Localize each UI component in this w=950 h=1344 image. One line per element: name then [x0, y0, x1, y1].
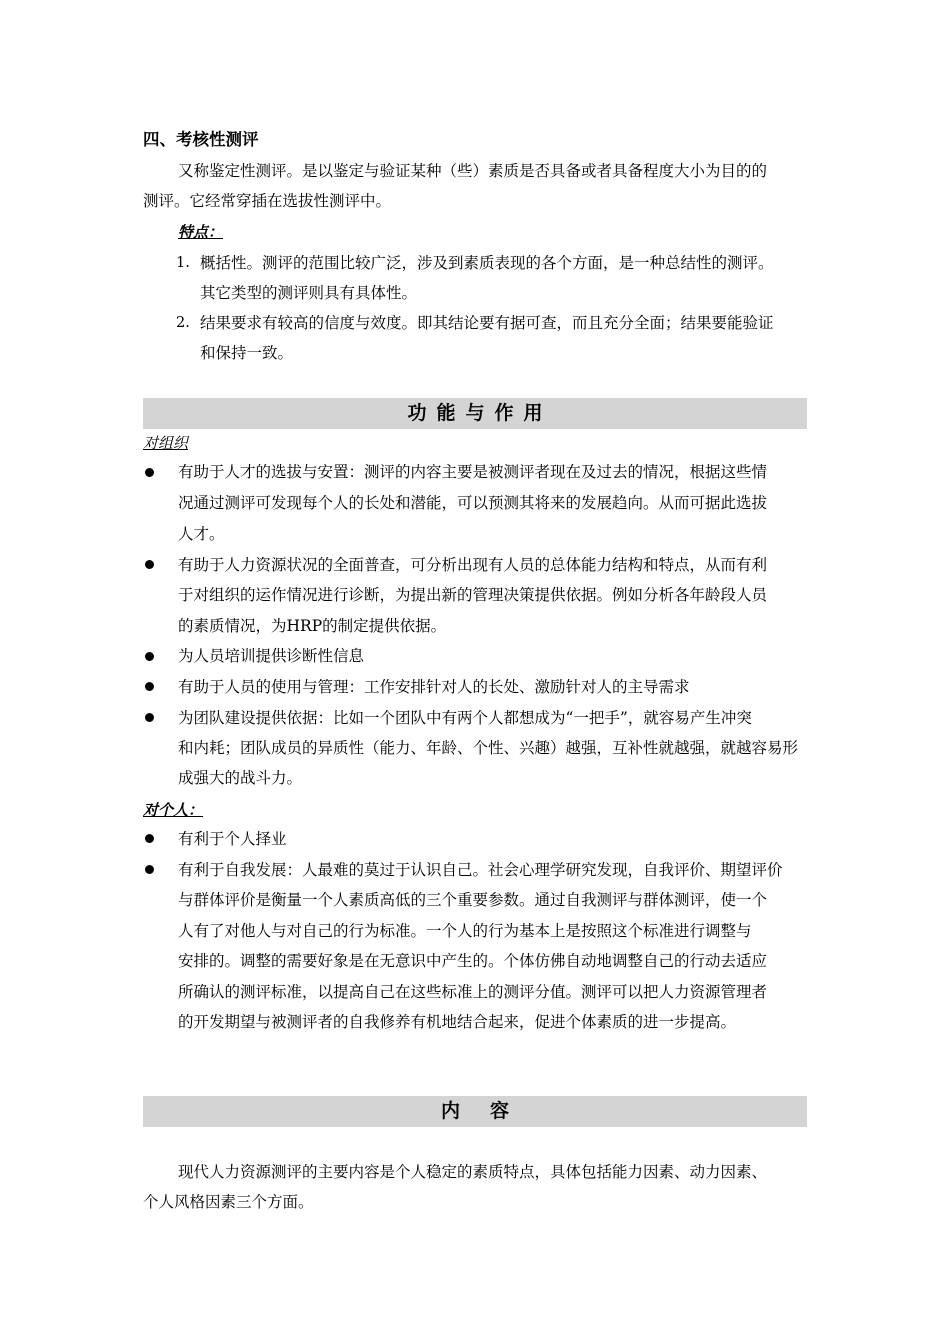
bullet-icon — [145, 468, 154, 477]
org-label: 对组织 — [143, 434, 189, 452]
bullet-icon — [145, 652, 154, 661]
item-number: 2. — [176, 315, 190, 331]
list-item-line: 有利于个人择业 — [178, 830, 287, 848]
list-item-line: 安排的。调整的需要好象是在无意识中产生的。个体仿佛自动地调整自己的行动去适应 — [178, 952, 768, 970]
bullet-icon — [145, 834, 154, 843]
list-item-line: 与群体评价是衡量一个人素质高低的三个重要参数。通过自我测评与群体测评，使一个 — [178, 891, 768, 909]
item-number: 1. — [176, 255, 190, 271]
paragraph-line: 测评。它经常穿插在选拔性测评中。 — [143, 192, 392, 210]
band-title: 内容 — [440, 1100, 539, 1122]
bullet-icon — [145, 865, 154, 874]
list-item-line: 结果要求有较高的信度与效度。即其结论要有据可查，而且充分全面；结果要能验证 — [200, 314, 774, 332]
list-item-line: 于对组织的运作情况进行诊断，为提出新的管理决策提供依据。例如分析各年龄段人员 — [178, 586, 768, 604]
list-item-line: 有助于人才的选拔与安置：测评的内容主要是被测评者现在及过去的情况，根据这些情 — [178, 463, 768, 481]
list-item-line: 为人员培训提供诊断性信息 — [178, 647, 365, 665]
list-item-line: 其它类型的测评则具有具体性。 — [200, 284, 418, 302]
list-item-line: 人有了对他人与对自己的行为标准。一个人的行为基本上是按照这个标准进行调整与 — [178, 922, 752, 940]
list-item-line: 成强大的战斗力。 — [178, 769, 303, 787]
section-band-content — [143, 1096, 807, 1127]
paragraph-line: 个人风格因素三个方面。 — [143, 1193, 314, 1211]
band-title: 功能与作用 — [407, 402, 553, 424]
section-band-functions — [143, 398, 807, 429]
paragraph-line: 现代人力资源测评的主要内容是个人稳定的素质特点，具体包括能力因素、动力因素、 — [178, 1163, 768, 1181]
list-item-line: 所确认的测评标准，以提高自己在这些标准上的测评分值。测评可以把人力资源管理者 — [178, 983, 768, 1001]
section-heading: 四、考核性测评 — [143, 130, 259, 149]
list-item-line: 的素质情况，为HRP的制定提供依据。 — [178, 617, 447, 635]
personal-label: 对个人： — [143, 801, 204, 819]
list-item-line: 有利于自我发展：人最难的莫过于认识自己。社会心理学研究发现，自我评价、期望评价 — [178, 861, 783, 879]
list-item-line: 和保持一致。 — [200, 344, 294, 362]
bullet-icon — [145, 713, 154, 722]
list-item-line: 人才。 — [178, 525, 225, 543]
list-item-line: 和内耗；团队成员的异质性（能力、年龄、个性、兴趣）越强，互补性就越强，就越容易形 — [178, 739, 799, 757]
list-item-line: 有助于人员的使用与管理：工作安排针对人的长处、激励针对人的主导需求 — [178, 678, 690, 696]
list-item-line: 为团队建设提供依据：比如一个团队中有两个人都想成为“一把手”，就容易产生冲突 — [178, 709, 752, 727]
list-item-line: 况通过测评可发现每个人的长处和潜能，可以预测其将来的发展趋向。从而可据此选拔 — [178, 494, 768, 512]
bullet-icon — [145, 560, 154, 569]
paragraph-line: 又称鉴定性测评。是以鉴定与验证某种（些）素质是否具备或者具备程度大小为目的的 — [178, 162, 768, 180]
bullet-icon — [145, 682, 154, 691]
list-item-line: 的开发期望与被测评者的自我修养有机地结合起来，促进个体素质的进一步提高。 — [178, 1013, 737, 1031]
features-label: 特点： — [178, 223, 224, 241]
list-item-line: 有助于人力资源状况的全面普查，可分析出现有人员的总体能力结构和特点，从而有利 — [178, 556, 768, 574]
list-item-line: 概括性。测评的范围比较广泛，涉及到素质表现的各个方面，是一种总结性的测评。 — [200, 254, 774, 272]
